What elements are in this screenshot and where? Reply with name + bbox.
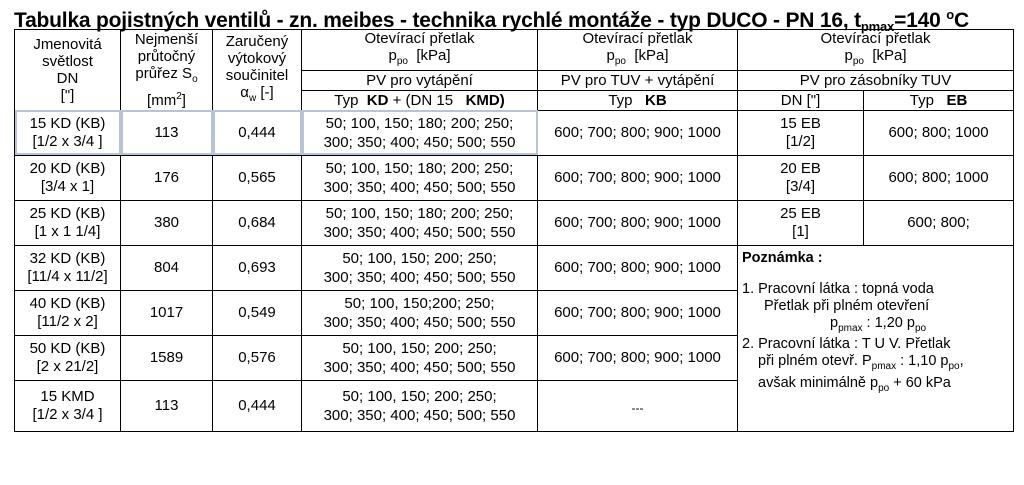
- kd-l1: 50; 100, 150;200; 250;: [344, 294, 495, 312]
- hdr-dn-l2: světlost: [42, 52, 93, 70]
- note-2b-b: : 1,10 p: [896, 353, 949, 370]
- g1-po: po: [396, 56, 408, 67]
- hdr-area-l4a: [mm: [147, 91, 177, 109]
- g3-type-label: Typ: [909, 91, 934, 109]
- cell-kb: 600; 700; 800; 900; 1000: [538, 290, 738, 335]
- cell-dn: [15, 200, 121, 245]
- hdr-dn-l1: Jmenovitá: [33, 35, 102, 53]
- g1-title: [302, 30, 538, 71]
- g1-l1: Otevírací přetlak: [364, 30, 475, 47]
- hdr-coef-sub: w: [248, 92, 257, 104]
- cell-eb: 600; 800;: [864, 200, 1014, 245]
- g1-type-kmd: KMD): [465, 91, 505, 109]
- cell-area: 380: [121, 200, 213, 245]
- hdr-coef-l2: výtokový: [227, 49, 287, 67]
- note-1a: 1. Pracovní látka : topná voda: [742, 280, 934, 297]
- g1-type-label: Typ: [334, 91, 359, 109]
- cell-dn: [15, 245, 121, 290]
- eb-dn-l1: 20 EB: [780, 159, 821, 177]
- cell-dn: [15, 110, 121, 155]
- kd-l2: 300; 350; 400; 450; 500; 550: [323, 268, 516, 286]
- eb-dn-l2: [1/2]: [785, 132, 816, 150]
- kd-l2: 300; 350; 400; 450; 500; 550: [323, 406, 516, 424]
- dn-l2: [2 x 21/2]: [36, 357, 99, 375]
- hdr-area-l3: [121, 65, 212, 88]
- kd-l2: 300; 350; 400; 450; 500; 550: [323, 358, 516, 376]
- note-1c-sub2: po: [914, 322, 927, 334]
- cell-area: 113: [121, 380, 213, 431]
- note-2a: 2. Pracovní látka : T U V. Přetlak: [742, 336, 951, 353]
- cell-kd: [302, 155, 538, 200]
- g3-type-eb: EB: [946, 91, 968, 109]
- cell-kd: [302, 110, 538, 155]
- dn-l1: 15 KMD: [40, 387, 95, 405]
- g2-kpa: [kPa]: [634, 47, 669, 64]
- g2-type-label: Typ: [608, 91, 633, 109]
- note-1b: Přetlak při plném otevření: [764, 297, 930, 314]
- eb-dn-l2: [3/4]: [785, 177, 816, 195]
- kd-l2: 300; 350; 400; 450; 500; 550: [323, 313, 516, 331]
- hdr-area-l4b: ]: [181, 91, 186, 109]
- dn-l2: [11/4 x 11/2]: [27, 267, 108, 285]
- valve-table: [14, 29, 1014, 432]
- kd-l1: 50; 100, 150; 180; 200; 250;: [325, 114, 514, 132]
- eb-dn-l1: 15 EB: [780, 114, 821, 132]
- eb-dn-l1: 25 EB: [780, 204, 821, 222]
- cell-kb: ---: [538, 380, 738, 431]
- header-dn: [15, 30, 121, 111]
- hdr-area-l3a: průřez S: [135, 64, 193, 82]
- cell-dn: [15, 335, 121, 380]
- kd-l1: 50; 100, 150; 180; 200; 250;: [325, 204, 514, 222]
- g1-p: p: [388, 47, 397, 64]
- g3-l1: Otevírací přetlak: [820, 30, 931, 47]
- kd-l2: 300; 350; 400; 450; 500; 550: [323, 133, 516, 151]
- hdr-coef-alpha: α: [240, 83, 249, 101]
- cell-coef: 0,576: [213, 335, 302, 380]
- g2-p: p: [606, 47, 615, 64]
- title-eq: =140: [894, 9, 947, 32]
- cell-coef: 0,684: [213, 200, 302, 245]
- note-2c-b: + 60 kPa: [889, 375, 951, 392]
- hdr-area-l2: průtočný: [137, 47, 196, 65]
- cell-kb: 600; 700; 800; 900; 1000: [538, 335, 738, 380]
- g2-purpose: PV pro TUV + vytápění: [538, 70, 738, 90]
- kd-l1: 50; 100, 150; 180; 200; 250;: [325, 159, 514, 177]
- dn-l1: 20 KD (KB): [29, 159, 106, 177]
- cell-kd: [302, 335, 538, 380]
- kd-l2: 300; 350; 400; 450; 500; 550: [323, 223, 516, 241]
- hdr-coef-unit: [-]: [260, 83, 274, 101]
- cell-kd: [302, 290, 538, 335]
- cell-dn: [15, 155, 121, 200]
- hdr-dn-l3: DN: [56, 69, 79, 87]
- note-2c-a: avšak minimálně p: [758, 375, 879, 392]
- dn-l1: 50 KD (KB): [29, 339, 106, 357]
- table-row: [15, 155, 1014, 200]
- g2-title: [538, 30, 738, 71]
- dn-l1: 40 KD (KB): [29, 294, 106, 312]
- cell-dn: [15, 290, 121, 335]
- cell-coef: 0,693: [213, 245, 302, 290]
- hdr-area-l1: Nejmenší: [134, 30, 199, 48]
- kd-l1: 50; 100, 150; 200; 250;: [342, 339, 497, 357]
- dn-l2: [1 x 1 1/4]: [34, 222, 101, 240]
- cell-area: 1589: [121, 335, 213, 380]
- cell-dn: [15, 380, 121, 431]
- cell-coef: 0,444: [213, 110, 302, 155]
- page-title: [14, 2, 1014, 34]
- g2-l1: Otevírací přetlak: [582, 30, 693, 47]
- cell-eb: 600; 800; 1000: [864, 110, 1014, 155]
- table-row: [15, 245, 1014, 290]
- cell-eb-dn: [738, 110, 864, 155]
- g3-p: p: [844, 47, 853, 64]
- g1-type-dn: + (DN 15: [392, 91, 454, 109]
- kd-l1: 50; 100, 150; 200; 250;: [342, 387, 497, 405]
- g1-type-kd: KD: [366, 91, 389, 109]
- note-2c: [742, 375, 1009, 397]
- cell-kb: 600; 700; 800; 900; 1000: [538, 110, 738, 155]
- dn-l2: [1/2 x 3/4 ]: [32, 405, 103, 423]
- cell-kd: [302, 200, 538, 245]
- g1-purpose: PV pro vytápění: [302, 70, 538, 90]
- g3-l2: [738, 47, 1013, 70]
- dn-l1: 32 KD (KB): [29, 249, 106, 267]
- note-1c: [742, 315, 1009, 337]
- cell-kd: [302, 245, 538, 290]
- cell-area: 176: [121, 155, 213, 200]
- g2-l2: [538, 47, 737, 70]
- cell-coef: 0,444: [213, 380, 302, 431]
- header-area: [121, 30, 213, 111]
- dn-l2: [3/4 x 1]: [40, 177, 95, 195]
- dn-l1: 25 KD (KB): [29, 204, 106, 222]
- hdr-coef-l1: Zaručený: [225, 32, 289, 50]
- g3-type: [864, 90, 1014, 110]
- note-2b-c: ,: [959, 353, 964, 370]
- hdr-dn-l4: ["]: [60, 86, 75, 104]
- hdr-area-l3sub: o: [192, 73, 198, 85]
- note-box: [738, 245, 1014, 431]
- cell-area: 804: [121, 245, 213, 290]
- note-2b-sub2: po: [948, 361, 960, 373]
- header-coef: [213, 30, 302, 111]
- g2-type: [538, 90, 738, 110]
- note-1c-p: p: [830, 314, 839, 331]
- table-row: [15, 200, 1014, 245]
- dn-l1: 15 KD (KB): [29, 114, 106, 132]
- dn-l2: [11/2 x 2]: [37, 312, 98, 330]
- cell-area: 113: [121, 110, 213, 155]
- title-unit: C: [953, 9, 969, 32]
- cell-eb: 600; 800; 1000: [864, 155, 1014, 200]
- hdr-coef-l3: součinitel: [225, 66, 289, 84]
- note-2c-sub: po: [878, 383, 890, 395]
- note-2b-sub: pmax: [871, 361, 897, 373]
- note-1c-sub: pmax: [838, 322, 863, 334]
- cell-kd: [302, 380, 538, 431]
- g3-dn: DN ["]: [738, 90, 864, 110]
- g1-l2: [302, 47, 537, 70]
- table-row: [15, 110, 1014, 155]
- cell-kb: 600; 700; 800; 900; 1000: [538, 155, 738, 200]
- g3-title: [738, 30, 1014, 71]
- cell-kb: 600; 700; 800; 900; 1000: [538, 245, 738, 290]
- eb-dn-l2: [1]: [792, 222, 809, 240]
- note-2b: [742, 353, 1009, 375]
- g3-kpa: [kPa]: [872, 47, 907, 64]
- g3-po: po: [852, 56, 864, 67]
- cell-coef: 0,549: [213, 290, 302, 335]
- g3-purpose: PV pro zásobníky TUV: [738, 70, 1014, 90]
- cell-kb: 600; 700; 800; 900; 1000: [538, 200, 738, 245]
- hdr-area-l4sup: 2: [176, 90, 182, 102]
- cell-area: 1017: [121, 290, 213, 335]
- kd-l2: 300; 350; 400; 450; 500; 550: [323, 178, 516, 196]
- cell-eb-dn: [738, 200, 864, 245]
- g1-kpa: [kPa]: [416, 47, 451, 64]
- title-sub: pmax: [860, 19, 895, 34]
- g1-type: [302, 90, 538, 110]
- note-1c-val: : 1,20 p: [862, 314, 915, 331]
- hdr-area-l4: [121, 88, 212, 109]
- note-2b-a: při plném otevř. P: [758, 353, 872, 370]
- g2-type-kb: KB: [645, 91, 667, 109]
- cell-coef: 0,565: [213, 155, 302, 200]
- note-title: Poznámka :: [742, 249, 823, 266]
- dn-l2: [1/2 x 3/4 ]: [32, 132, 103, 150]
- hdr-coef-l4: [213, 84, 301, 107]
- title-text: Tabulka pojistných ventilů - zn. meibes - technika rychlé montáže - typ DUCO - PN 16, t: [14, 9, 861, 32]
- title-sup: o: [946, 7, 954, 22]
- g2-po: po: [614, 56, 626, 67]
- cell-eb-dn: [738, 155, 864, 200]
- kd-l1: 50; 100, 150; 200; 250;: [342, 249, 497, 267]
